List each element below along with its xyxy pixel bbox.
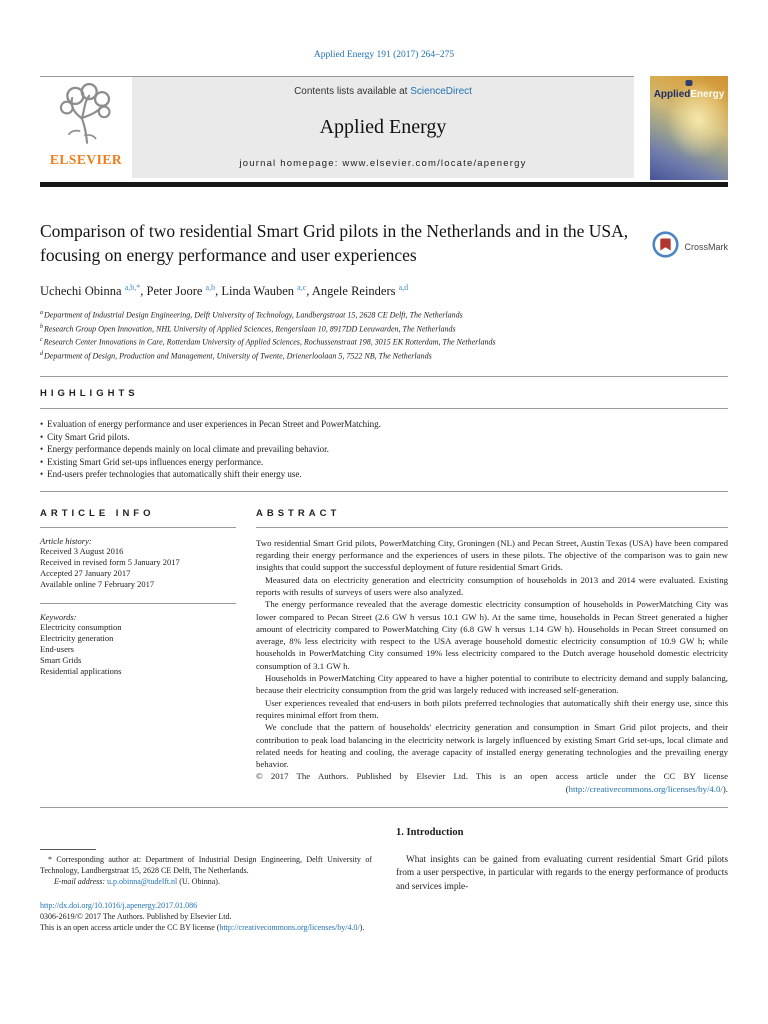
section-divider [40, 491, 728, 492]
affiliation: $^d$Department of Design, Production and Management, University of Twente, Drienerloolaan 5, 7522 NB, The Netherlands [40, 350, 432, 361]
issn-copyright-line: 0306-2619/© 2017 The Authors. Published by Elsevier Ltd. [40, 912, 232, 922]
article-history-label: Article history: [40, 535, 92, 546]
sciencedirect-link[interactable]: ScienceDirect [410, 86, 472, 97]
article-title: Comparison of two residential Smart Grid pilots in the Netherlands and in the USA, focusing on energy performance and user experiences [40, 221, 629, 266]
author: Angele Reinders $^{a,d}$ [311, 283, 409, 299]
elsevier-wordmark: ELSEVIER [49, 152, 123, 167]
abstract-text [256, 537, 728, 795]
cc-by-license-link[interactable]: http://creativecommons.org/licenses/by/4.0/ [219, 923, 360, 933]
cover-title-applied: Applied [653, 89, 691, 100]
journal-citation: Applied Energy 191 (2017) 264–275 [313, 50, 455, 60]
affiliation-list [40, 308, 728, 362]
highlight-item: • Existing Smart Grid set-ups influences energy performance. [40, 456, 728, 469]
introduction-heading: 1. Introduction [396, 826, 464, 838]
abstract-paragraph: Two residential Smart Grid pilots, PowerMatching City, Groningen (NL) and Pecan Street, Austin Texas (USA) have been compared regarding their energy performance and the experiences of users in these pilots. The objective of the comparison was to gain new insights that could support the successful deployment of future residential Smart Grids. [256, 537, 728, 573]
highlights-heading: HIGHLIGHTS [40, 388, 139, 400]
crossmark-icon [652, 231, 679, 263]
highlight-item: • End-users prefer technologies that automatically shift their energy use. [40, 468, 728, 481]
abstract-heading: ABSTRACT [256, 507, 341, 519]
affiliation: $^b$Research Group Open Innovation, NHL University of Applied Sciences, Rengerslaan 10, 8917DD Leeuwarden, The Netherlands [40, 323, 456, 334]
abstract-paragraph: The energy performance revealed that the average domestic electricity consumption of households in PowerMatching City was lower compared to Pecan Street (2.6 GW h versus 10.1 GW h). At the same time, households in Pecan Street generated a higher amount of electricity compared to PowerMatching City (6.8 GW h versus 1.14 GW h). Households in Pecan Street consumed on average, 8% less electricity with respect to the USA average household domestic electricity consumption of 10.9 GW h; while households in PowerMatching City consumed 19% less electricity compared to the Dutch average household domestic electricity consumption of 3.1 GW h. [256, 599, 728, 671]
author-list [40, 283, 728, 299]
keyword: Electricity generation [40, 632, 114, 643]
email-link[interactable]: u.p.obinna@tudelft.nl [107, 876, 178, 886]
keyword: Smart Grids [40, 654, 82, 665]
cc-by-license-link[interactable]: http://creativecommons.org/licenses/by/4.0/ [568, 783, 723, 794]
abstract-paragraph: We conclude that the pattern of households' electricity generation and consumption in Smart Grid pilot projects, and their contribution to peak load balancing in the electricity network is largely influenced by existing Smart Grid set-ups, local climate and related needs for heating and cooling, the average capacity of installed energy generating technologies and the prevailing energy behavior. [256, 722, 728, 770]
section-divider [40, 807, 728, 808]
doi-link[interactable]: http://dx.doi.org/10.1016/j.apenergy.2017.01.086 [40, 901, 198, 911]
cover-title-energy: Energy [690, 89, 725, 100]
email-note: E-mail address: u.p.obinna@tudelft.nl (U. Obinna). [54, 876, 220, 886]
affiliation: $^c$Research Center Innovations in Care, Rotterdam University of Applied Sciences, Rochussenstraat 198, 3015 EK Rotterdam, The Netherlands [40, 337, 496, 347]
author: Peter Joore $^{a,b}$, [146, 283, 222, 299]
introduction-paragraph: What insights can be gained from evaluating current residential Smart Grid pilots from a user perspective, in particular with regards to the energy performance of products and services imple- [396, 854, 728, 892]
journal-header [40, 76, 728, 180]
abstract-column [256, 508, 728, 795]
footnote-column [40, 821, 372, 933]
header-divider-bar [40, 182, 728, 187]
elsevier-logo [40, 77, 132, 178]
abstract-paragraph: Households in PowerMatching City appeared to have a higher potential to contribute to electricity demand and supply balancing, because their electricity consumption from the grid was largely reduced with increased self-generation. [256, 673, 728, 696]
abstract-paragraph: Measured data on electricity generation and electricity consumption of households in 2013 and 2014 were evaluated. Existing reports with results of surveys of users were also analyzed. [256, 574, 728, 597]
highlight-item: • Evaluation of energy performance and user experiences in Pecan Street and PowerMatching. [40, 418, 728, 431]
license-line: This is an open access article under the CC BY license (http://creativecommons.org/licenses/by/4.0/). [40, 923, 365, 933]
abstract-paragraph: User experiences revealed that end-users in both pilots preferred technologies that automatically shift their energy use, since this requires minimal effort from them. [256, 697, 728, 720]
footnote-divider [40, 849, 96, 850]
keyword: Residential applications [40, 665, 122, 676]
article-info-heading: ARTICLE INFO [40, 507, 155, 519]
doi-block [40, 900, 372, 933]
journal-title: Applied Energy [319, 116, 447, 138]
crossmark-badge[interactable] [652, 227, 728, 267]
keyword: Electricity consumption [40, 621, 122, 632]
article-info-column [40, 508, 236, 795]
highlights-divider [40, 408, 728, 409]
crossmark-label: CrossMark [684, 242, 728, 253]
corresponding-author-note: * Corresponding author at: Department of Industrial Design Engineering, Delft University of Technology, Landbergstraat 15, 2628 CE Delft, The Netherlands. [40, 854, 372, 875]
abstract-copyright: © 2017 The Authors. Published by Elsevier Ltd. This is an open access article under the CC BY license (http://creativecommons.org/licenses/by/4.0/). [256, 771, 728, 794]
history-line: Received 3 August 2016 [40, 545, 124, 556]
elsevier-tree-icon [54, 83, 118, 150]
journal-cover-thumbnail[interactable] [650, 76, 728, 180]
affiliation: $^a$Department of Industrial Design Engineering, Delft University of Technology, Landbergstraat 15, 2628 CE Delft, The Netherlands [40, 310, 463, 321]
keyword: End-users [40, 643, 74, 654]
contents-lists-text: Contents lists available at [294, 86, 411, 97]
journal-masthead [132, 77, 634, 178]
keywords-label: Keywords: [40, 611, 77, 622]
highlights-list [40, 418, 728, 481]
section-divider [40, 376, 728, 377]
author: Linda Wauben $^{a,c}$, [221, 283, 312, 299]
highlight-item: • City Smart Grid pilots. [40, 431, 728, 444]
history-line: Accepted 27 January 2017 [40, 567, 131, 578]
journal-homepage-link[interactable]: journal homepage: www.elsevier.com/locate/apenergy [239, 158, 527, 169]
history-line: Received in revised form 5 January 2017 [40, 556, 180, 567]
highlight-item: • Energy performance depends mainly on local climate and prevailing behavior. [40, 443, 728, 456]
history-line: Available online 7 February 2017 [40, 578, 155, 589]
introduction-column [396, 821, 728, 933]
author: Uchechi Obinna $^{a,b,*}$, [40, 283, 147, 299]
cover-emblem-icon [686, 80, 693, 86]
